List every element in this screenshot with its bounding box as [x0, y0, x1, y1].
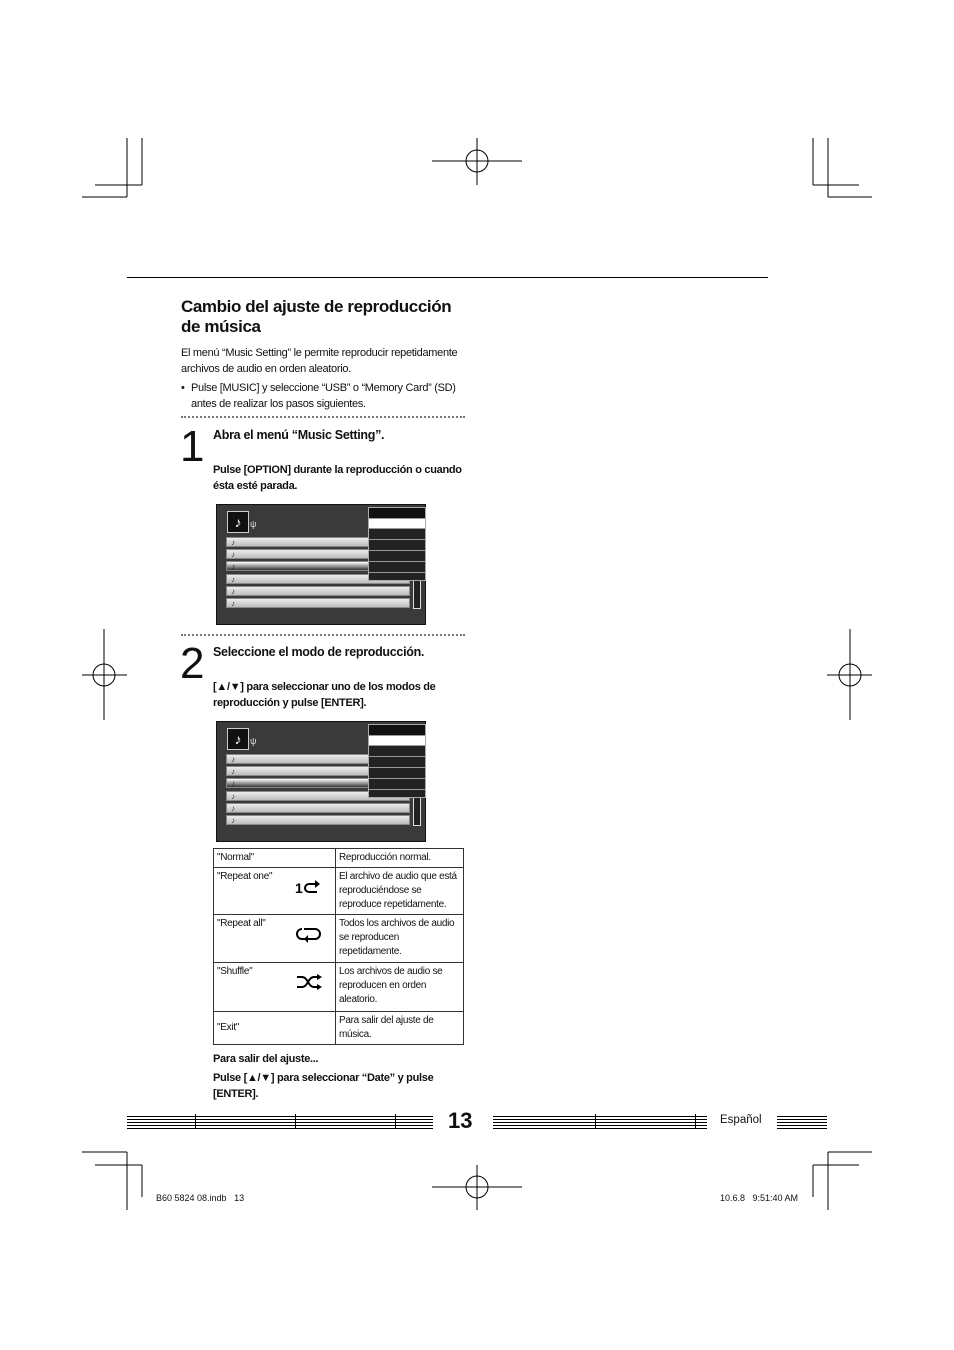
section-title: Cambio del ajuste de reproducción de música [181, 297, 452, 336]
mode-name: "Shuffle" [217, 966, 253, 977]
list-item: ♪ [226, 586, 410, 596]
intro-text: El menú “Music Setting” le permite reproducir repetidamente archivos de audio en orden aleatorio. [181, 347, 458, 375]
mode-name: "Repeat all" [217, 918, 266, 929]
mode-description: El archivo de audio que está reproduciéndose se reproduce repetidamente. [336, 868, 464, 915]
mode-description: Para salir del ajuste de música. [336, 1012, 464, 1045]
list-item: ♪ [226, 574, 410, 584]
bullet-icon: • [181, 382, 185, 394]
list-item: ♪ [226, 561, 410, 571]
footer-tick [695, 1114, 696, 1129]
mode-name: "Repeat one" [217, 871, 273, 882]
usb-icon: ψ [250, 519, 257, 529]
list-item: ♪ [226, 815, 410, 825]
mode-description: Los archivos de audio se reproducen en orden aleatorio. [336, 963, 464, 1012]
table-row [214, 963, 464, 1012]
table-row [214, 915, 464, 963]
footer-tick [595, 1114, 596, 1129]
footer-tick [395, 1114, 396, 1129]
footer-rule-right [493, 1116, 707, 1129]
bullet-text: Pulse [MUSIC] y seleccione “USB” o “Memory Card” (SD) antes de realizar los pasos siguientes. [191, 382, 456, 410]
step-body: [▲/▼] para seleccionar uno de los modos de reproducción y pulse [ENTER]. [213, 681, 436, 709]
music-setting-screen [216, 504, 426, 625]
music-note-icon: ♪ [227, 728, 249, 750]
shuffle-icon [295, 973, 323, 991]
list-item: ♪ [226, 778, 410, 788]
step-body: Pulse [OPTION] durante la reproducción o cuando ésta esté parada. [213, 464, 462, 492]
table-row [214, 849, 464, 868]
mode-description: Reproducción normal. [336, 849, 464, 868]
music-note-icon: ♪ [227, 511, 249, 533]
divider [181, 416, 465, 418]
list-item: ♪ [226, 598, 410, 608]
table-row [214, 1012, 464, 1045]
exit-heading: Para salir del ajuste... [213, 1053, 319, 1065]
list-item: ♪ [226, 791, 410, 801]
print-file-label: B60 5824 08.indb 13 [156, 1193, 245, 1203]
footer-tick [295, 1114, 296, 1129]
repeat-all-icon [295, 925, 323, 943]
repeat-one-icon [295, 878, 323, 896]
mode-name: "Exit" [214, 1012, 336, 1045]
bullet-item [181, 380, 466, 412]
footer-tick [195, 1114, 196, 1129]
svg-text:1: 1 [295, 880, 303, 896]
list-item: ♪ [226, 549, 410, 559]
table-row [214, 868, 464, 915]
language-label: Español [720, 1114, 762, 1126]
mode-name: "Normal" [214, 849, 336, 868]
mode-description: Todos los archivos de audio se reproducen repetidamente. [336, 915, 464, 963]
list-item: ♪ [226, 766, 410, 776]
divider [181, 634, 465, 636]
usb-icon: ψ [250, 736, 257, 746]
exit-body: Pulse [▲/▼] para seleccionar “Date” y pulse [ENTER]. [213, 1072, 434, 1100]
step-number: 1 [180, 422, 205, 471]
list-item: ♪ [226, 537, 410, 547]
page-number: 13 [448, 1108, 473, 1133]
option-menu [368, 724, 426, 798]
list-item: ♪ [226, 803, 410, 813]
top-rule [127, 277, 768, 278]
print-timestamp: 10.6.8 9:51:40 AM [720, 1193, 799, 1203]
play-mode-table [213, 848, 464, 1045]
step-heading: Seleccione el modo de reproducción. [213, 645, 425, 659]
step-heading: Abra el menú “Music Setting”. [213, 428, 385, 442]
footer-rule-left [127, 1116, 433, 1129]
footer-rule-far-right [777, 1116, 827, 1129]
option-menu [368, 507, 426, 581]
step-number: 2 [180, 639, 205, 688]
play-mode-screen [216, 721, 426, 842]
list-item: ♪ [226, 754, 410, 764]
